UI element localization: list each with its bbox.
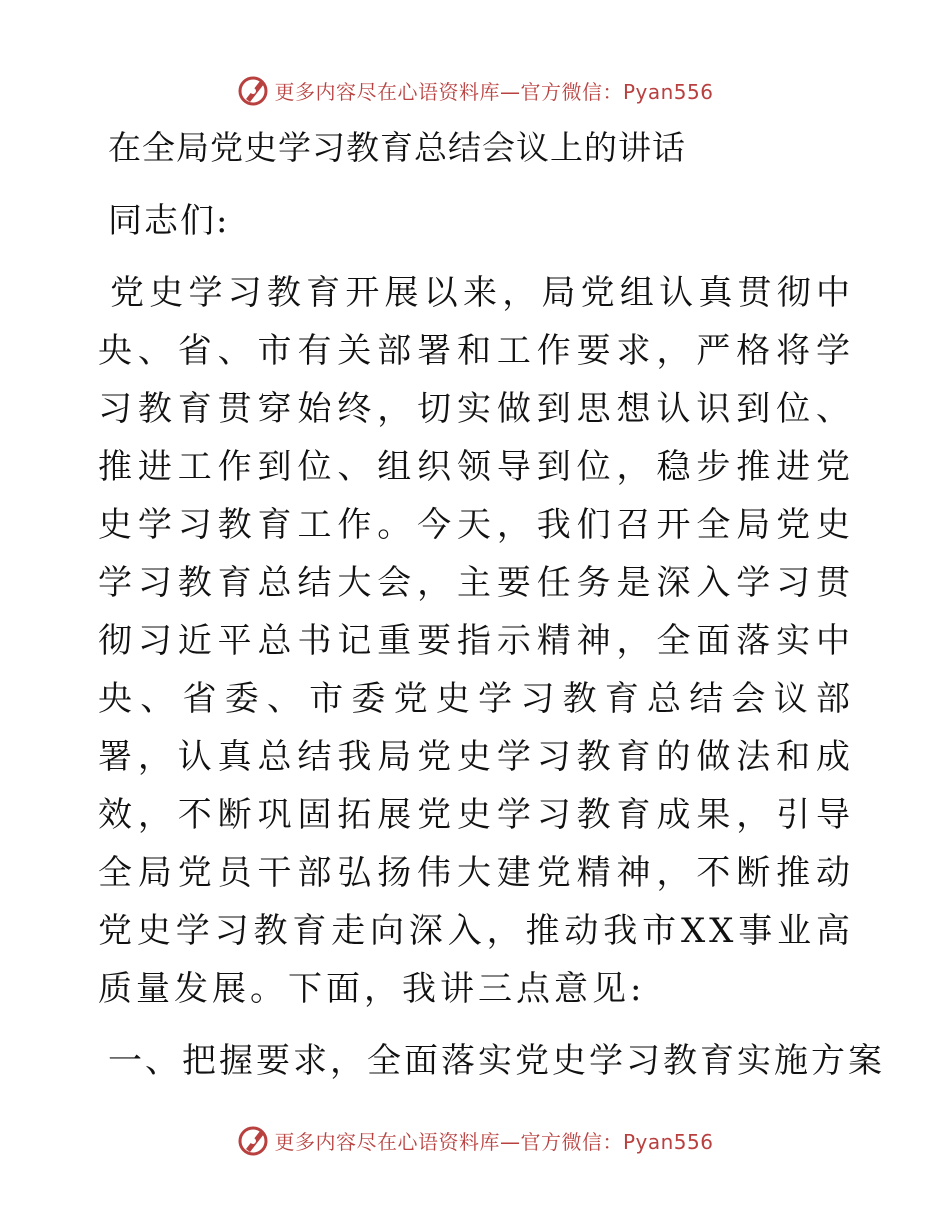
watermark-text: 更多内容尽在心语资料库—官方微信：Pyan556	[274, 1129, 714, 1154]
header-watermark	[0, 70, 950, 110]
footer-watermark-inner	[236, 1123, 713, 1157]
footer-watermark	[0, 1120, 950, 1160]
document-title: 在全局党史学习教育总结会议上的讲话	[108, 128, 686, 167]
pen-nib-logo-icon	[236, 1123, 270, 1157]
watermark-text: 更多内容尽在心语资料库—官方微信：Pyan556	[274, 79, 714, 104]
section-heading: 一、把握要求，全面落实党史学习教育实施方案	[108, 1041, 885, 1081]
body-paragraph: 党史学习教育开展以来，局党组认真贯彻中央、省、市有关部署和工作要求，严格将学习教育贯穿始终，切实做到思想认识到位、推进工作到位、组织领导到位，稳步推进党史学习教育工作。今天，我们召开全局党史学习教育总结大会，主要任务是深入学习贯彻习近平总书记重要指示精神，全面落实中央、省委、市委党史学习教育总结会议部署，认真总结我局党史学习教育的做法和成效，不断巩固拓展党史学习教育成果，引导全局党员干部弘扬伟大建党精神，不断推动党史学习教育走向深入，推动我市XX事业高质量发展。下面，我讲三点意见:	[98, 273, 854, 1009]
greeting: 同志们:	[108, 201, 230, 241]
pen-nib-logo-icon	[236, 73, 270, 107]
document-body	[98, 120, 885, 1090]
header-watermark-inner	[236, 73, 713, 107]
